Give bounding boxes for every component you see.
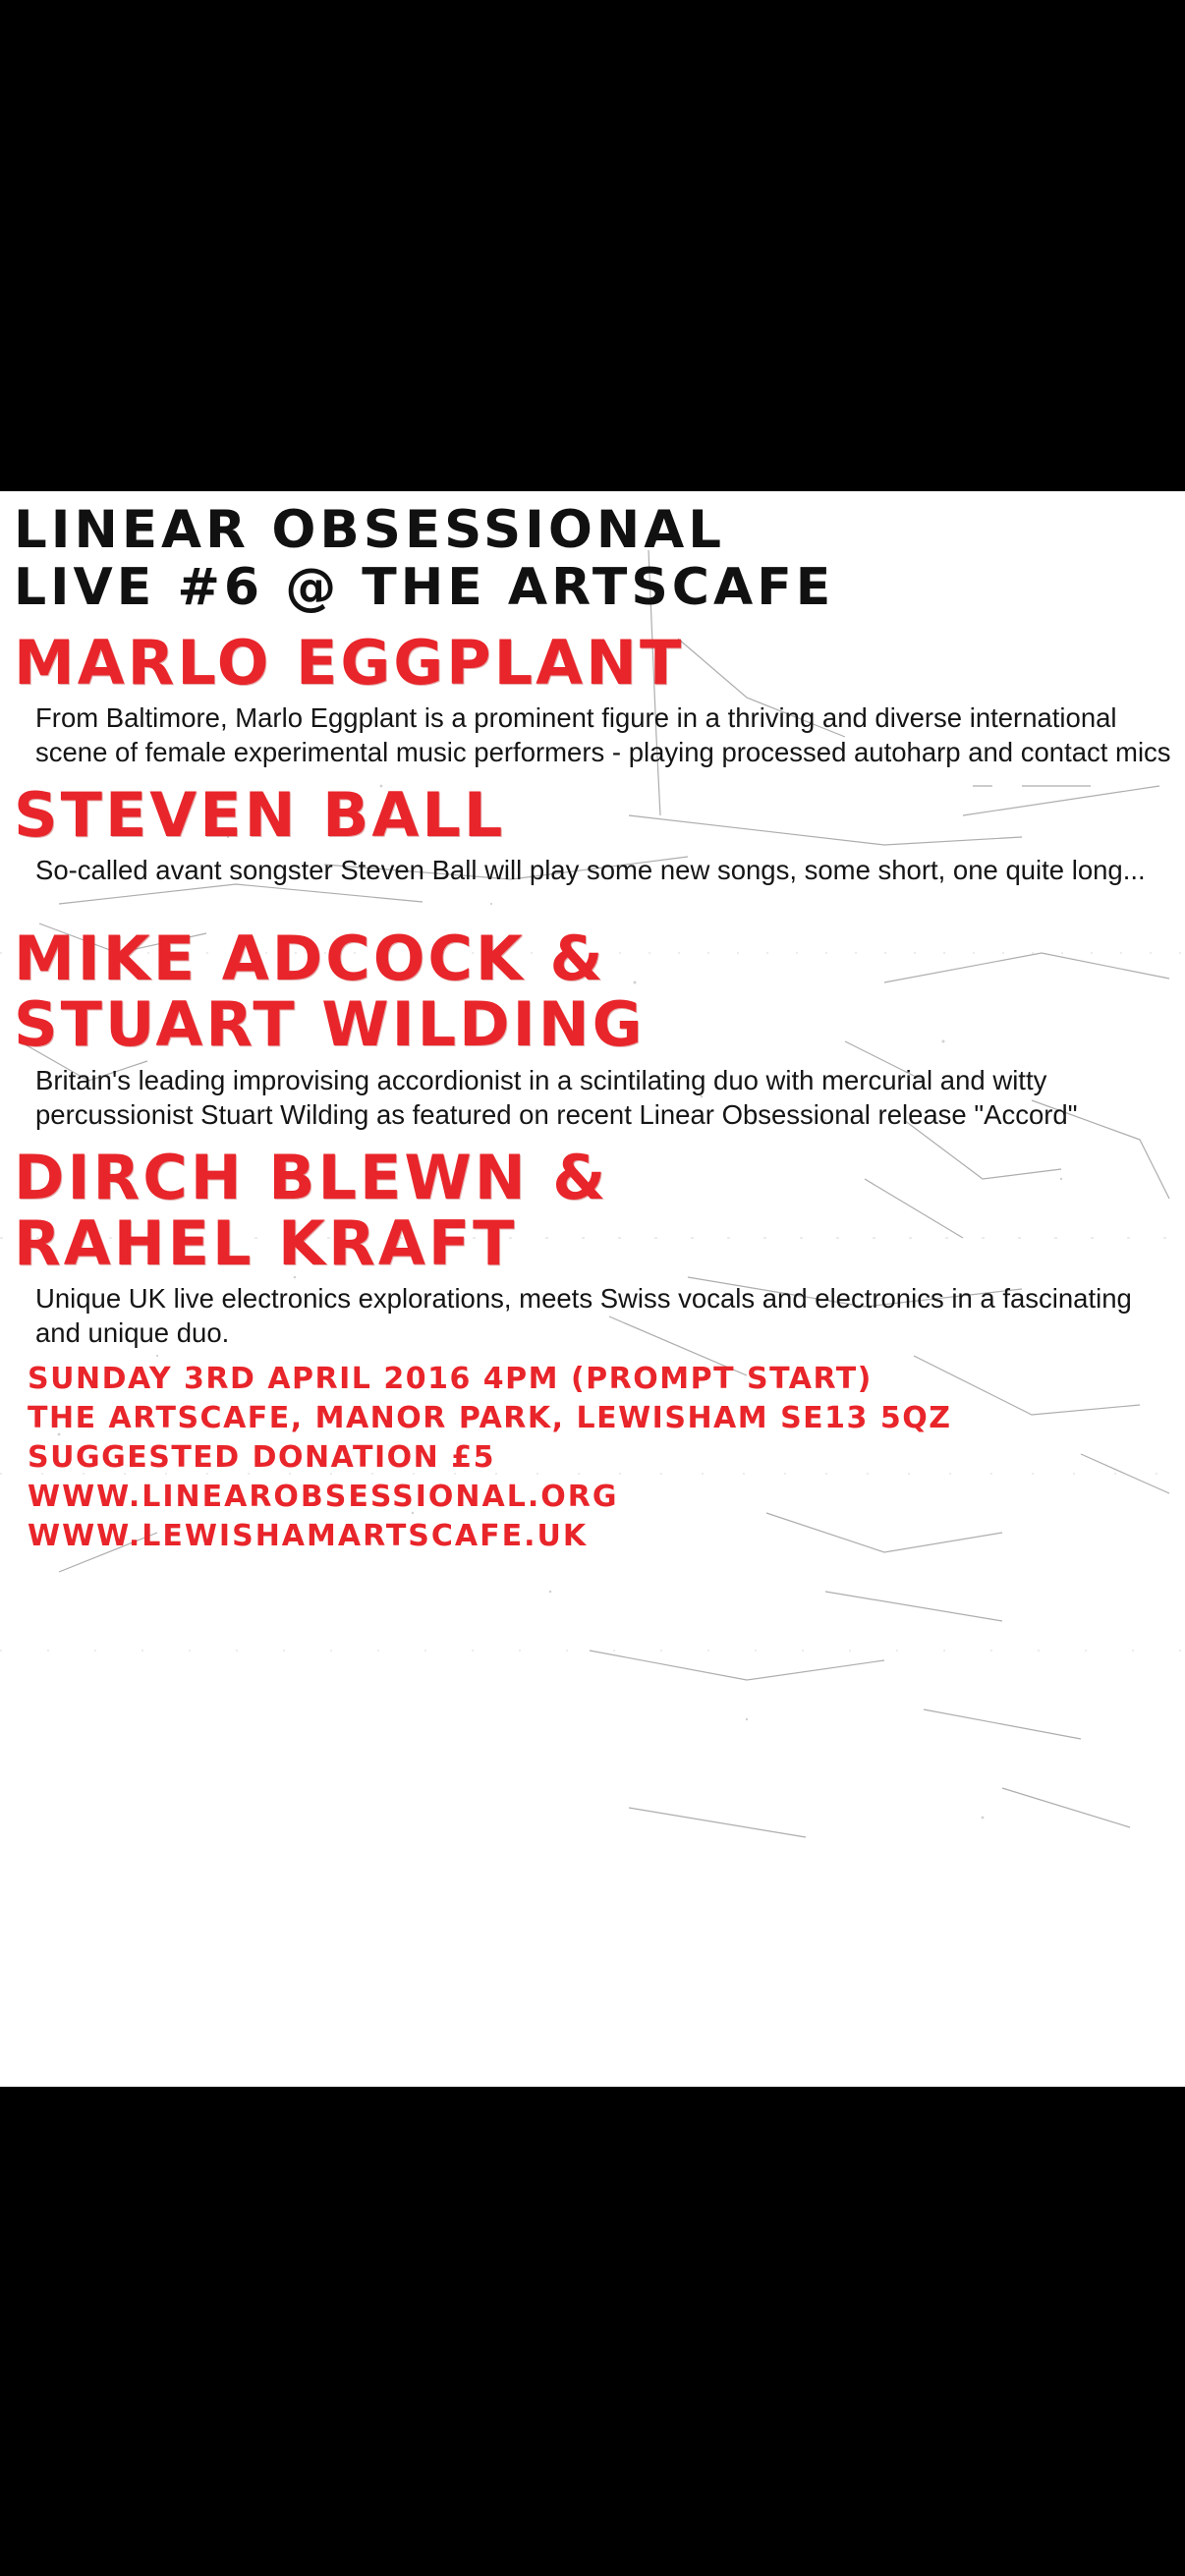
- poster-footer: [14, 1360, 1171, 1555]
- event-poster: [0, 491, 1185, 2087]
- website-linearobsessional[interactable]: WWW.LINEAROBSESSIONAL.ORG: [28, 1480, 619, 1515]
- act-description-steven-ball: So-called avant songster Steven Ball will play some new songs, some short, one quite long...: [35, 855, 1146, 886]
- act-description-adcock-wilding: Britain's leading improvising accordionist in a scintilating duo with mercurial and witty percussionist Stuart Wilding as featured on recent Linear Obsessional release "Accord": [35, 1064, 1078, 1130]
- poster-content: [0, 491, 1185, 1556]
- act-name-rahel-kraft: RAHEL KRAFT: [14, 1207, 518, 1279]
- act-name-steven-ball: STEVEN BALL: [14, 779, 506, 852]
- act-name-marlo-eggplant: MARLO EGGPLANT: [14, 626, 685, 699]
- act-description-blewn-kraft: Unique UK live electronics explorations, meets Swiss vocals and electronics in a fascinating and unique duo.: [35, 1283, 1132, 1349]
- suggested-donation: SUGGESTED DONATION £5: [28, 1440, 495, 1476]
- event-date: SUNDAY 3RD APRIL 2016 4PM (PROMPT START): [28, 1362, 873, 1397]
- website-lewishamartscafe[interactable]: WWW.LEWISHAMARTSCAFE.UK: [28, 1519, 589, 1554]
- spacer: [14, 887, 1171, 913]
- poster-header-line2: LIVE #6 @ THE ARTSCAFE: [14, 558, 835, 618]
- poster-header-line1: LINEAR OBSESSIONAL: [14, 500, 726, 560]
- act-description-marlo-eggplant: From Baltimore, Marlo Eggplant is a prominent figure in a thriving and diverse international scene of female experimental music performers - playing processed autoharp and contact mics: [35, 701, 1171, 767]
- act-name-mike-adcock: MIKE ADCOCK &: [14, 923, 606, 995]
- event-venue: THE ARTSCAFE, MANOR PARK, LEWISHAM SE13 5QZ: [28, 1401, 952, 1436]
- act-name-dirch-blewn: DIRCH BLEWN &: [14, 1141, 609, 1213]
- act-name-stuart-wilding: STUART WILDING: [14, 988, 646, 1061]
